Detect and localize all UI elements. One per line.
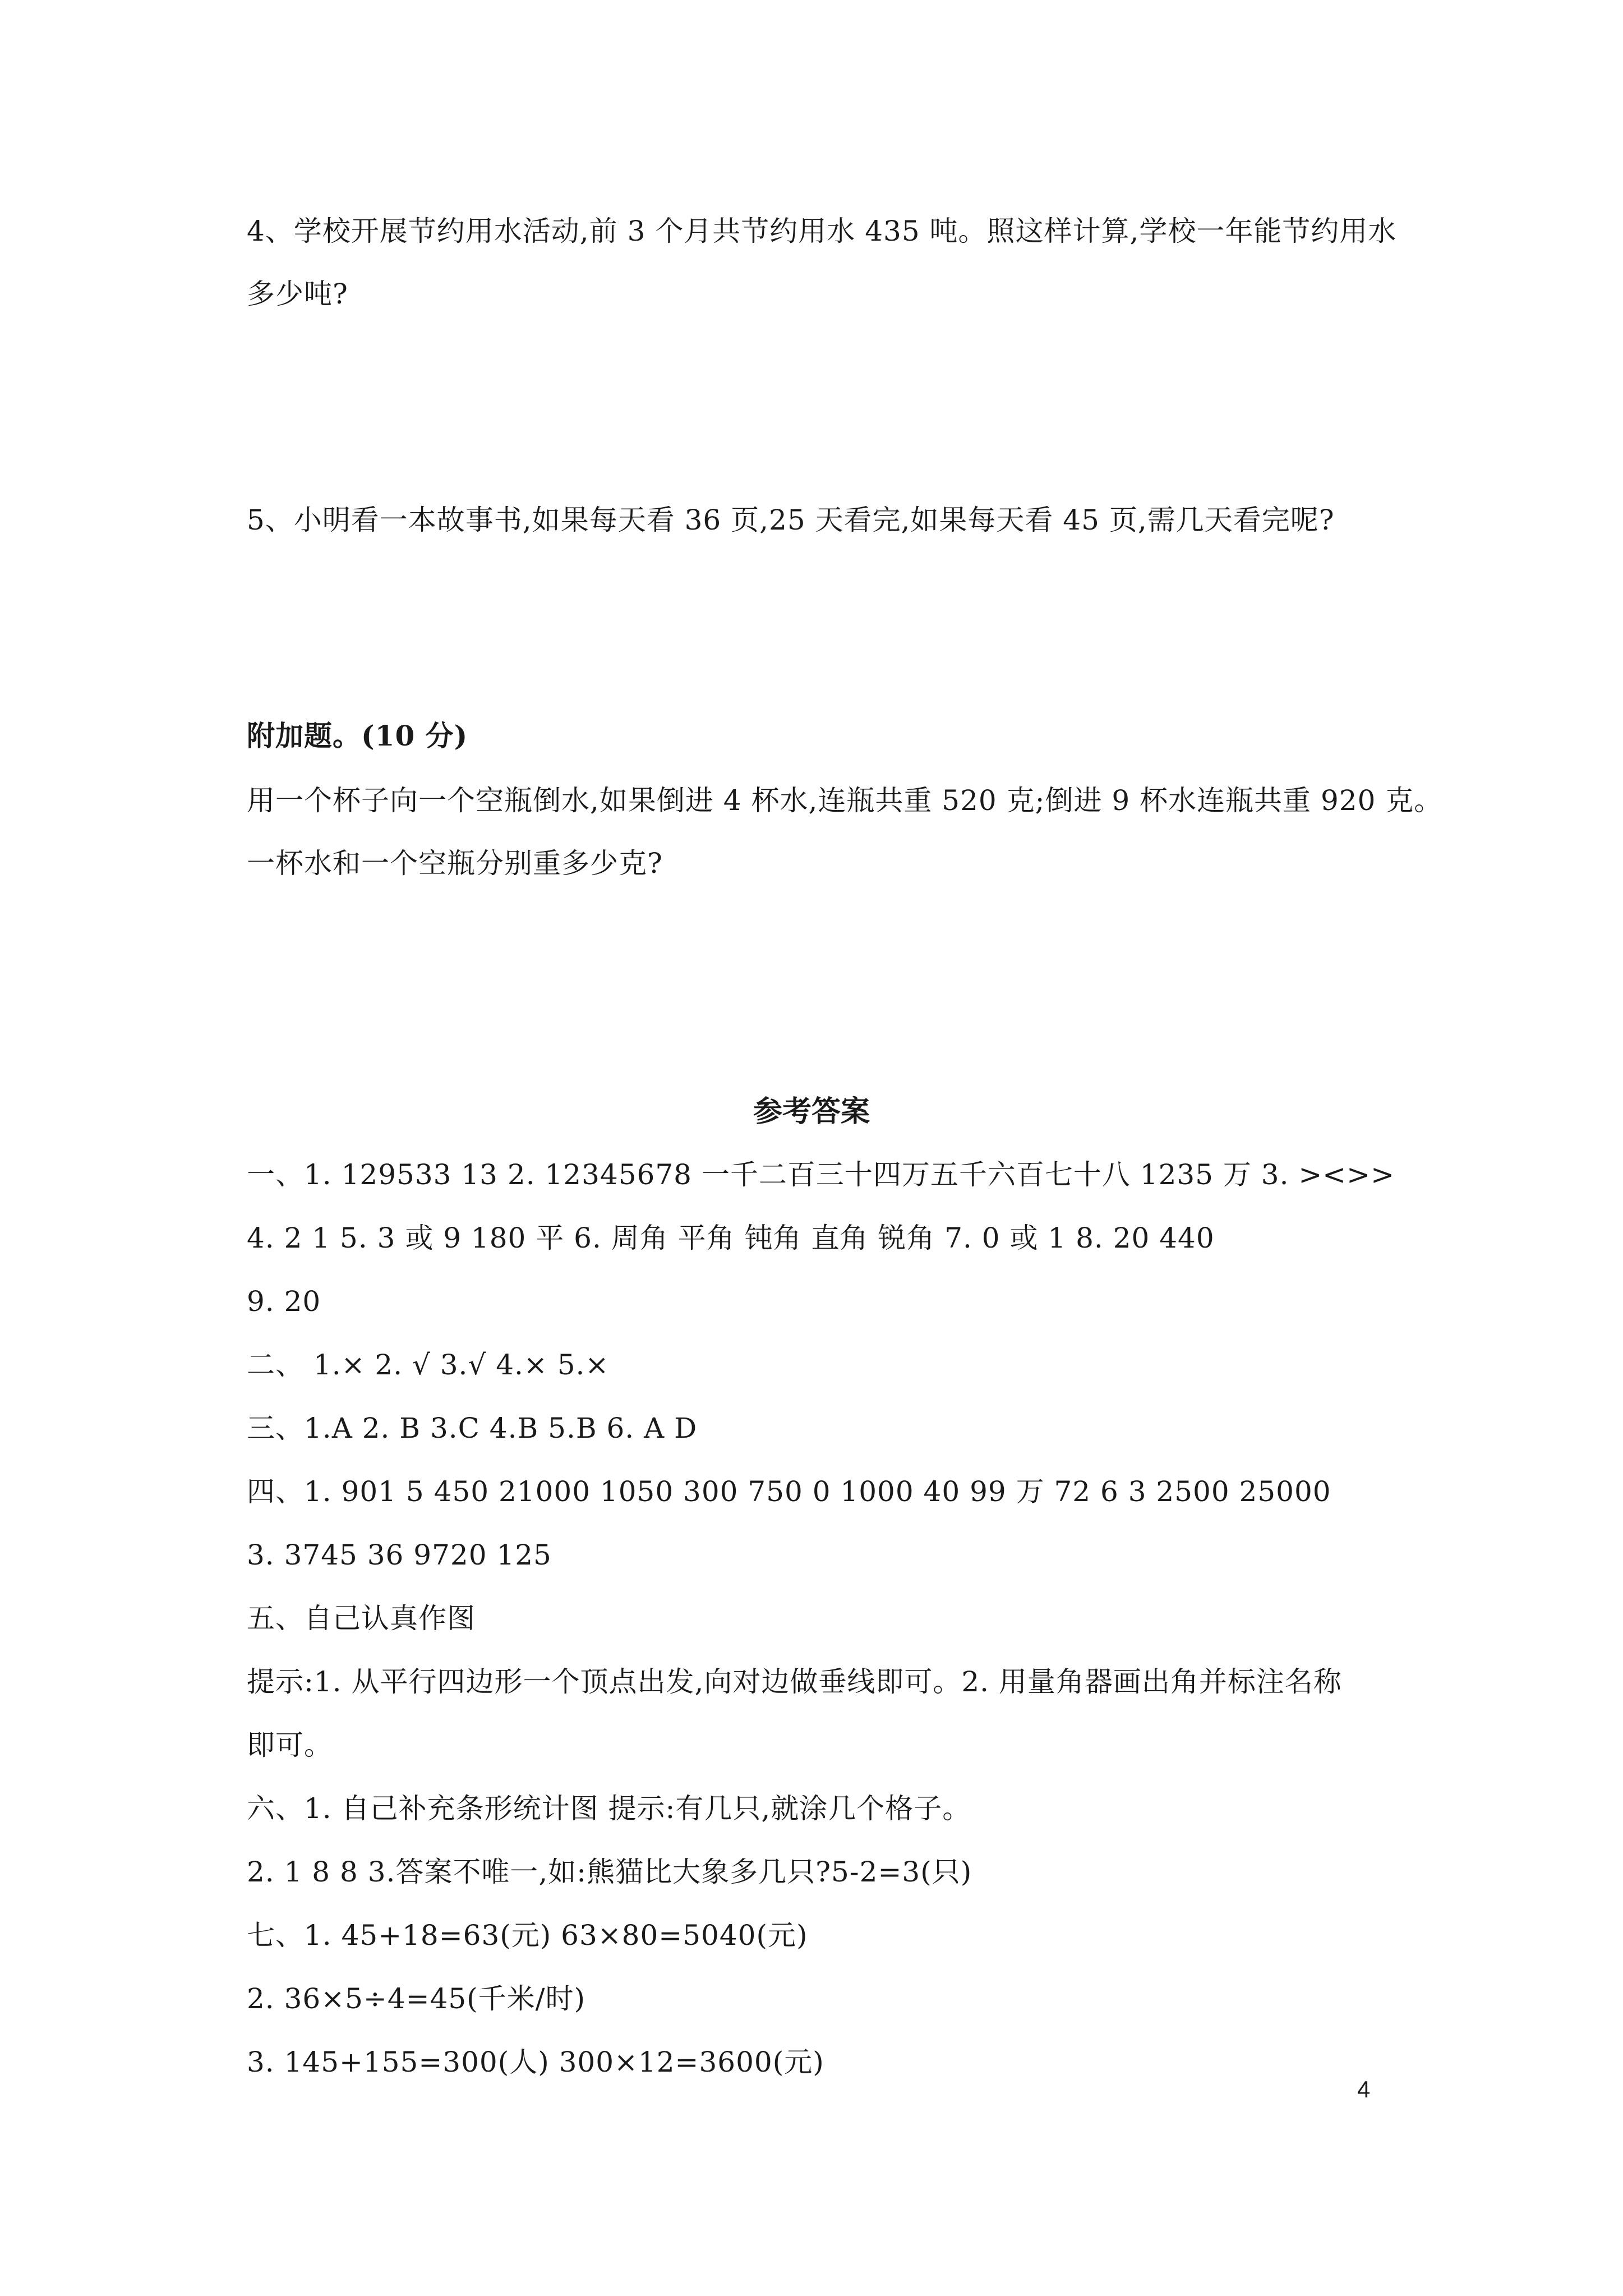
answer-line: 三、1.A 2. B 3.C 4.B 5.B 6. A D — [247, 1412, 698, 1444]
answer-line: 五、自己认真作图 — [247, 1602, 476, 1635]
answer-line: 七、1. 45+18=63(元) 63×80=5040(元) — [247, 1919, 808, 1952]
answer-line: 2. 36×5÷4=45(千米/时) — [247, 1982, 586, 2015]
answer-line: 四、1. 901 5 450 21000 1050 300 750 0 1000 40 99 万 72 6 3 2500 25000 — [247, 1475, 1331, 1508]
answer-line: 3. 3745 36 9720 125 — [247, 1539, 552, 1571]
question-4-line-1: 4、学校开展节约用水活动,前 3 个月共节约用水 435 吨。照这样计算,学校一年能节约用水 — [247, 215, 1397, 247]
answer-line: 六、1. 自己补充条形统计图 提示:有几只,就涂几个格子。 — [247, 1792, 971, 1825]
bonus-line-1: 用一个杯子向一个空瓶倒水,如果倒进 4 杯水,连瓶共重 520 克;倒进 9 杯水连瓶共重 920 克。 — [247, 784, 1443, 817]
answer-line: 二、 1.× 2. √ 3.√ 4.× 5.× — [247, 1349, 610, 1381]
answer-line: 4. 2 1 5. 3 或 9 180 平 6. 周角 平角 钝角 直角 锐角 7. 0 或 1 8. 20 440 — [247, 1222, 1215, 1254]
bonus-heading: 附加题。(10 分) — [247, 719, 468, 752]
question-5: 5、小明看一本故事书,如果每天看 36 页,25 天看完,如果每天看 45 页,需几天看完呢? — [247, 504, 1335, 536]
bonus-line-2: 一杯水和一个空瓶分别重多少克? — [247, 847, 663, 880]
answer-line: 2. 1 8 8 3.答案不唯一,如:熊猫比大象多几只?5-2=3(只) — [247, 1856, 972, 1888]
answer-line: 3. 145+155=300(人) 300×12=3600(元) — [247, 2046, 824, 2078]
answer-line: 提示:1. 从平行四边形一个顶点出发,向对边做垂线即可。2. 用量角器画出角并标注名称 — [247, 1665, 1342, 1698]
page-number: 4 — [1357, 2076, 1371, 2102]
question-4-line-2: 多少吨? — [247, 278, 348, 310]
answer-line: 一、1. 129533 13 2. 12345678 一千二百三十四万五千六百七十八 1235 万 3. ><>> — [247, 1158, 1395, 1191]
answer-line: 即可。 — [247, 1729, 333, 1761]
answers-title: 参考答案 — [753, 1094, 870, 1129]
answer-line: 9. 20 — [247, 1285, 321, 1318]
